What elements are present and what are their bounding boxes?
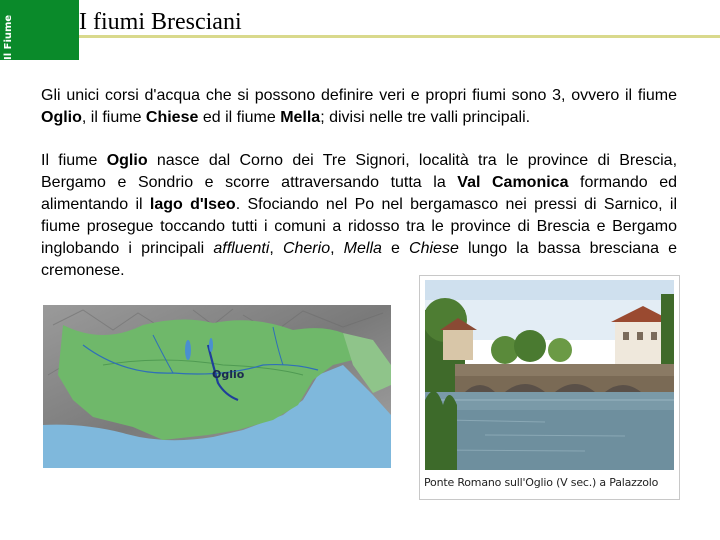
map-graphic [43,305,391,468]
bridge-photo [425,280,674,470]
text-span: ed il fiume [198,109,281,126]
text-span: ; divisi nelle tre valli principali. [320,109,531,126]
river-map-image [43,305,391,468]
river-name-mella: Mella [280,109,321,126]
section-tab-label: Il Fiume [3,14,14,60]
lake-name: lago d'Iseo [149,196,236,213]
text-span: , il fiume [81,109,146,126]
text-span: formando ed alimentando il [41,174,677,213]
tributary-chiese: Chiese [409,240,459,257]
text-span: , [330,240,344,257]
text-span: , [269,240,283,257]
italic-term: affluenti [213,240,270,257]
photo-caption: Ponte Romano sull'Oglio (V sec.) a Palazzolo [424,476,659,489]
text-span: Il fiume [41,152,107,169]
page-title: I fiumi Bresciani [79,9,242,35]
text-span: . Sfociando nel Po nel bergamasco nei pressi di Sarnico, il fiume prosegue toccando tutti i comuni a ridosso tra le province di Brescia e Bergamo inglobando i principali [41,196,678,257]
text-span: Gli unici corsi d'acqua che si possono definire veri e propri fiumi sono 3, ovvero il fiume [41,87,677,104]
text-span: lungo la bassa bresciana e cremonese. [41,240,677,279]
tributary-mella: Mella [343,240,382,257]
text-span: nasce dal Corno dei Tre Signori, località tra le province di Brescia, Bergamo e Sondrio e scorre attraversando tutta la [41,152,678,191]
tributary-cherio: Cherio [282,240,331,257]
river-name-chiese: Chiese [145,109,199,126]
map-river-label: Oglio [212,368,245,381]
valley-name: Val Camonica [457,174,569,191]
text-span: e [381,240,410,257]
oglio-paragraph [41,150,677,282]
photo-graphic [425,280,674,470]
river-name-oglio: Oglio [106,152,148,169]
bridge-photo-frame [419,275,680,500]
intro-paragraph [41,85,677,129]
title-divider [79,35,720,38]
section-tab [0,0,79,60]
river-name-oglio: Oglio [41,109,82,126]
